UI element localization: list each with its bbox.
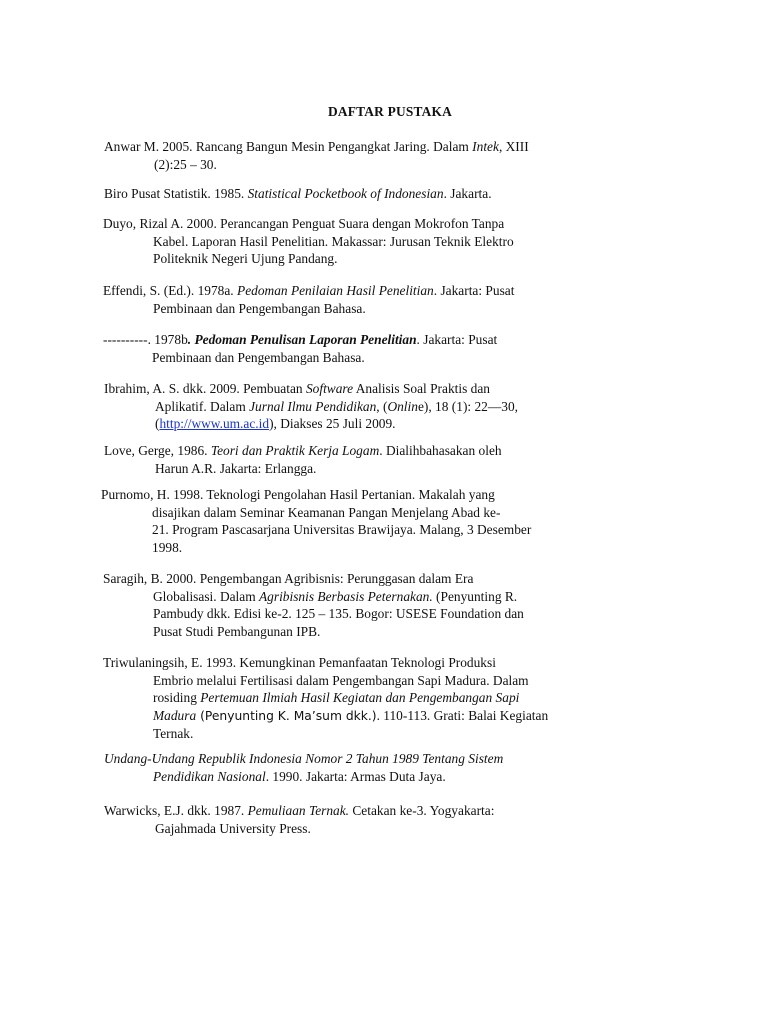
reference-text: ----------. 1978b: [103, 332, 188, 347]
reference-italic: Software: [305, 381, 354, 396]
reference-continuation: [104, 398, 518, 416]
reference-continuation: Gajahmada University Press.: [155, 820, 311, 836]
reference-text: Cetakan ke-3. Yogyakarta:: [349, 803, 495, 818]
reference-italic: Teori dan Praktik Kerja Logam: [210, 443, 380, 458]
reference-continuation: Pusat Studi Pembangunan IPB.: [153, 623, 321, 639]
reference-continuation: Harun A.R. Jakarta: Erlangga.: [155, 460, 317, 476]
reference-continuation: [104, 768, 503, 786]
reference-italic: Statistical Pocketbook of Indonesian: [247, 186, 444, 201]
reference-italic: . Pedoman Penulisan Laporan Penelitian: [187, 332, 417, 347]
reference-italic: Agribisnis Berbasis Peternakan.: [259, 588, 433, 604]
reference-warwicks: [104, 802, 494, 837]
reference-continuation: 21. Program Pascasarjana Universitas Brawijaya. Malang, 3 Desember: [152, 522, 532, 537]
reference-continuation: Kabel. Laporan Hasil Penelitian. Makassar: Jurusan Teknik Elektro: [153, 233, 514, 249]
reference-anwar: [104, 138, 529, 173]
reference-text: . 110-113. Grati: Balai Kegiatan: [376, 707, 549, 723]
reference-undang-undang: [104, 750, 503, 785]
reference-continuation: [103, 689, 548, 707]
reference-love: [104, 442, 502, 477]
reference-link[interactable]: http://www.um.ac.id: [159, 416, 270, 431]
reference-text: . Dialihbahasakan oleh: [379, 443, 502, 458]
reference-text: Aplikatif. Dalam: [155, 398, 250, 414]
reference-text: Analisis Soal Praktis dan: [353, 381, 490, 396]
reference-text: Anwar M. 2005. Rancang Bangun Mesin Pengangkat Jaring. Dalam: [104, 139, 473, 154]
reference-triwulaningsih: [103, 654, 548, 743]
reference-continuation: Embrio melalui Fertilisasi dalam Pengembangan Sapi Madura. Dalam: [153, 672, 529, 688]
reference-text: . 1990. Jakarta: Armas Duta Jaya.: [265, 768, 446, 784]
reference-text: Biro Pusat Statistik. 1985.: [104, 186, 248, 201]
reference-text: (Penyunting K. Ma’sum dkk.): [196, 708, 377, 723]
reference-1978b: [103, 331, 497, 366]
reference-text: Triwulaningsih, E. 1993. Kemungkinan Pemanfaatan Teknologi Produksi: [103, 655, 496, 670]
reference-text: Globalisasi. Dalam: [153, 588, 259, 604]
reference-italic: Pemuliaan Ternak.: [247, 803, 350, 818]
reference-continuation: Ternak.: [153, 726, 194, 741]
reference-continuation: [103, 588, 524, 606]
reference-italic: Pertemuan Ilmiah Hasil Kegiatan dan Pengembangan Sapi: [200, 690, 520, 705]
reference-text: ), Diakses 25 Juli 2009.: [269, 416, 396, 431]
reference-continuation: (2):25 – 30.: [154, 156, 217, 172]
reference-text: , (: [376, 398, 388, 414]
reference-duyo: [103, 215, 514, 268]
reference-text: rosiding: [153, 690, 201, 705]
page-title: DAFTAR PUSTAKA: [328, 104, 452, 119]
reference-text: Effendi, S. (Ed.). 1978a.: [103, 283, 238, 298]
reference-text: e), 18 (1): 22—30,: [417, 398, 518, 414]
reference-continuation: Politeknik Negeri Ujung Pandang.: [153, 251, 338, 266]
reference-text: . Jakarta: Pusat: [416, 332, 498, 347]
reference-italic: Pedoman Penilaian Hasil Penelitian: [237, 283, 434, 298]
reference-italic: Onlin: [387, 398, 418, 414]
reference-continuation: [103, 707, 548, 726]
reference-text: (: [155, 416, 160, 431]
reference-text: Duyo, Rizal A. 2000. Perancangan Penguat Suara dengan Mokrofon Tanpa: [103, 216, 505, 231]
reference-purnomo: [101, 486, 531, 556]
reference-italic: Pendidikan Nasional: [153, 768, 266, 784]
reference-text: , XIII: [498, 139, 529, 154]
reference-text: (Penyunting R.: [432, 588, 518, 604]
reference-continuation: Pembinaan dan Pengembangan Bahasa.: [152, 349, 365, 365]
reference-text: . Jakarta.: [443, 186, 492, 201]
reference-italic: Undang-Undang Republik Indonesia Nomor 2 Tahun 1989 Tentang Sistem: [104, 751, 504, 766]
reference-continuation: Pembinaan dan Pengembangan Bahasa.: [153, 300, 366, 316]
reference-text: Saragih, B. 2000. Pengembangan Agribisnis: Perunggasan dalam Era: [103, 571, 474, 586]
reference-text: Ibrahim, A. S. dkk. 2009. Pembuatan: [104, 381, 306, 396]
reference-text: Warwicks, E.J. dkk. 1987.: [104, 803, 248, 818]
reference-continuation: disajikan dalam Seminar Keamanan Pangan Menjelang Abad ke-: [152, 504, 501, 520]
reference-ibrahim: [104, 380, 518, 433]
reference-saragih: [103, 570, 524, 640]
reference-effendi: [103, 282, 514, 317]
reference-italic: Intek: [472, 139, 499, 154]
reference-continuation: Pambudy dkk. Edisi ke-2. 125 – 135. Bogor: USESE Foundation dan: [153, 606, 524, 621]
reference-italic: Jurnal Ilmu Pendidikan: [249, 398, 377, 414]
reference-biro: [104, 185, 492, 203]
reference-text: Love, Gerge, 1986.: [104, 443, 211, 458]
reference-continuation: 1998.: [152, 539, 183, 555]
reference-text: . Jakarta: Pusat: [433, 283, 515, 298]
reference-text: Purnomo, H. 1998. Teknologi Pengolahan Hasil Pertanian. Makalah yang: [101, 487, 495, 502]
reference-continuation: [104, 415, 518, 433]
reference-italic: Madura: [153, 707, 197, 723]
